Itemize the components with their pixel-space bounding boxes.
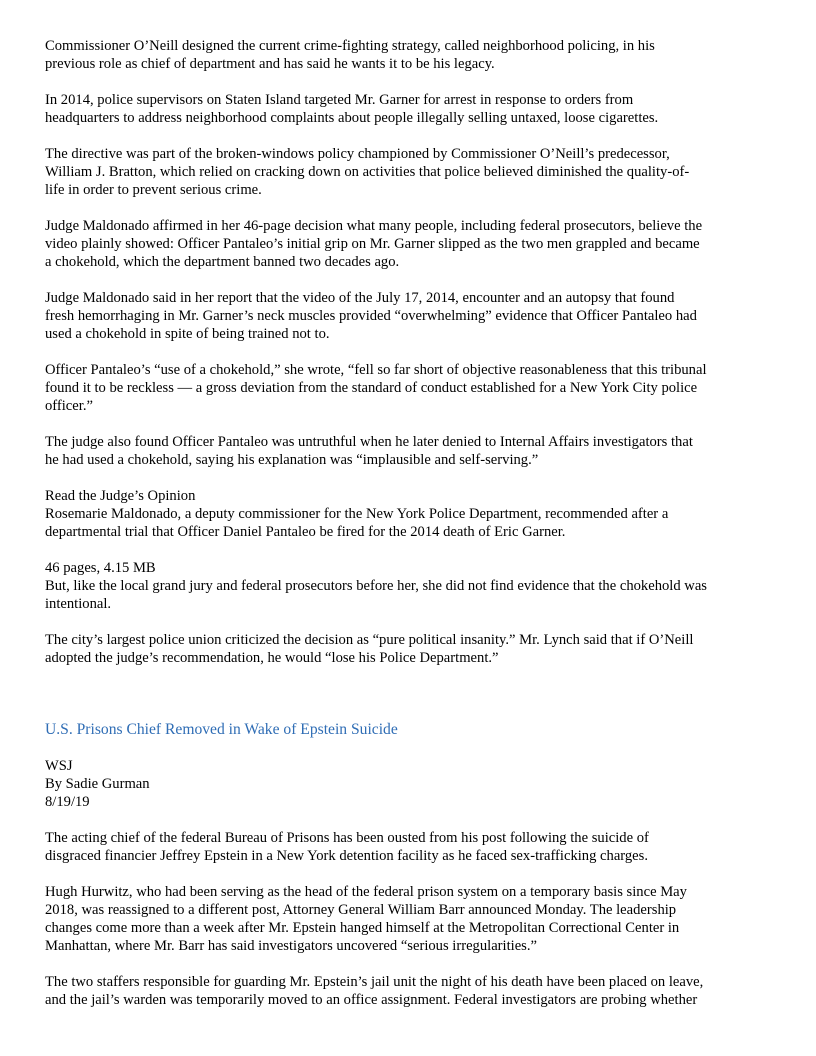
text-line: officer.” [45, 398, 93, 414]
paragraph [45, 631, 780, 667]
text-line: Judge Maldonado said in her report that the video of the July 17, 2014, encounter and an autopsy that found [45, 290, 675, 306]
article-headline-link[interactable]: U.S. Prisons Chief Removed in Wake of Epstein Suicide [45, 721, 398, 738]
text-line: The directive was part of the broken-windows policy championed by Commissioner O’Neill’s predecessor, [45, 146, 670, 162]
paragraph [45, 487, 780, 541]
paragraph [45, 973, 780, 1009]
paragraph [45, 217, 780, 271]
paragraph [45, 433, 780, 469]
text-line: Rosemarie Maldonado, a deputy commissioner for the New York Police Department, recommended after a [45, 506, 669, 522]
text-line: But, like the local grand jury and federal prosecutors before her, she did not find evidence that the chokehold was [45, 578, 707, 594]
text-line: The two staffers responsible for guarding Mr. Epstein’s jail unit the night of his death have been placed on leave, [45, 974, 704, 990]
text-line: headquarters to address neighborhood complaints about people illegally selling untaxed, loose cigarettes. [45, 110, 659, 126]
section-spacer [45, 685, 780, 721]
paragraph [45, 829, 780, 865]
text-line: and the jail’s warden was temporarily moved to an office assignment. Federal investigators are probing whether [45, 992, 698, 1008]
text-line: found it to be reckless — a gross deviation from the standard of conduct established for a New York City police [45, 380, 698, 396]
text-line: The acting chief of the federal Bureau of Prisons has been ousted from his post following the suicide of [45, 830, 649, 846]
text-line: Judge Maldonado affirmed in her 46-page decision what many people, including federal prosecutors, believe the [45, 218, 703, 234]
text-line: In 2014, police supervisors on Staten Island targeted Mr. Garner for arrest in response to orders from [45, 92, 634, 108]
text-line: changes come more than a week after Mr. Epstein hanged himself at the Metropolitan Correctional Center in [45, 920, 680, 936]
text-line: fresh hemorrhaging in Mr. Garner’s neck muscles provided “overwhelming” evidence that Officer Pantaleo had [45, 308, 697, 324]
text-line: Commissioner O’Neill designed the current crime-fighting strategy, called neighborhood policing, in his [45, 38, 655, 54]
text-line: The judge also found Officer Pantaleo was untruthful when he later denied to Internal Affairs investigators that [45, 434, 693, 450]
text-line: life in order to prevent serious crime. [45, 182, 262, 198]
article-garner-continuation [45, 37, 780, 667]
text-line: Manhattan, where Mr. Barr has said investigators uncovered “serious irregularities.” [45, 938, 537, 954]
text-line: previous role as chief of department and has said he wants it to be his legacy. [45, 56, 495, 72]
article-meta [45, 757, 780, 811]
text-line: intentional. [45, 596, 112, 612]
document-page [45, 37, 780, 1027]
text-line: adopted the judge’s recommendation, he would “lose his Police Department.” [45, 650, 499, 666]
text-line: Read the Judge’s Opinion [45, 488, 196, 504]
paragraph [45, 91, 780, 127]
paragraph [45, 559, 780, 613]
text-line: disgraced financier Jeffrey Epstein in a New York detention facility as he faced sex-trafficking charges. [45, 848, 648, 864]
paragraph [45, 289, 780, 343]
paragraph [45, 883, 780, 955]
text-line: The city’s largest police union criticized the decision as “pure political insanity.” Mr. Lynch said that if O’Neill [45, 632, 694, 648]
paragraph [45, 37, 780, 73]
text-line: William J. Bratton, which relied on cracking down on activities that police believed diminished the quality-of- [45, 164, 690, 180]
paragraph [45, 361, 780, 415]
paragraph [45, 145, 780, 199]
text-line: 2018, was reassigned to a different post, Attorney General William Barr announced Monday. The leadership [45, 902, 677, 918]
text-line: Hugh Hurwitz, who had been serving as the head of the federal prison system on a temporary basis since May [45, 884, 687, 900]
article-date: 8/19/19 [45, 794, 90, 810]
text-line: video plainly showed: Officer Pantaleo’s initial grip on Mr. Garner slipped as the two men grappled and became [45, 236, 700, 252]
text-line: Officer Pantaleo’s “use of a chokehold,” she wrote, “fell so far short of objective reasonableness that this tribunal [45, 362, 707, 378]
text-line: he had used a chokehold, saying his explanation was “implausible and self-serving.” [45, 452, 539, 468]
text-line: a chokehold, which the department banned two decades ago. [45, 254, 400, 270]
text-line: used a chokehold in spite of being trained not to. [45, 326, 330, 342]
article-source: WSJ [45, 758, 73, 774]
article-byline: By Sadie Gurman [45, 776, 150, 792]
text-line: 46 pages, 4.15 MB [45, 560, 156, 576]
article-epstein [45, 721, 780, 1009]
text-line: departmental trial that Officer Daniel Pantaleo be fired for the 2014 death of Eric Garner. [45, 524, 566, 540]
